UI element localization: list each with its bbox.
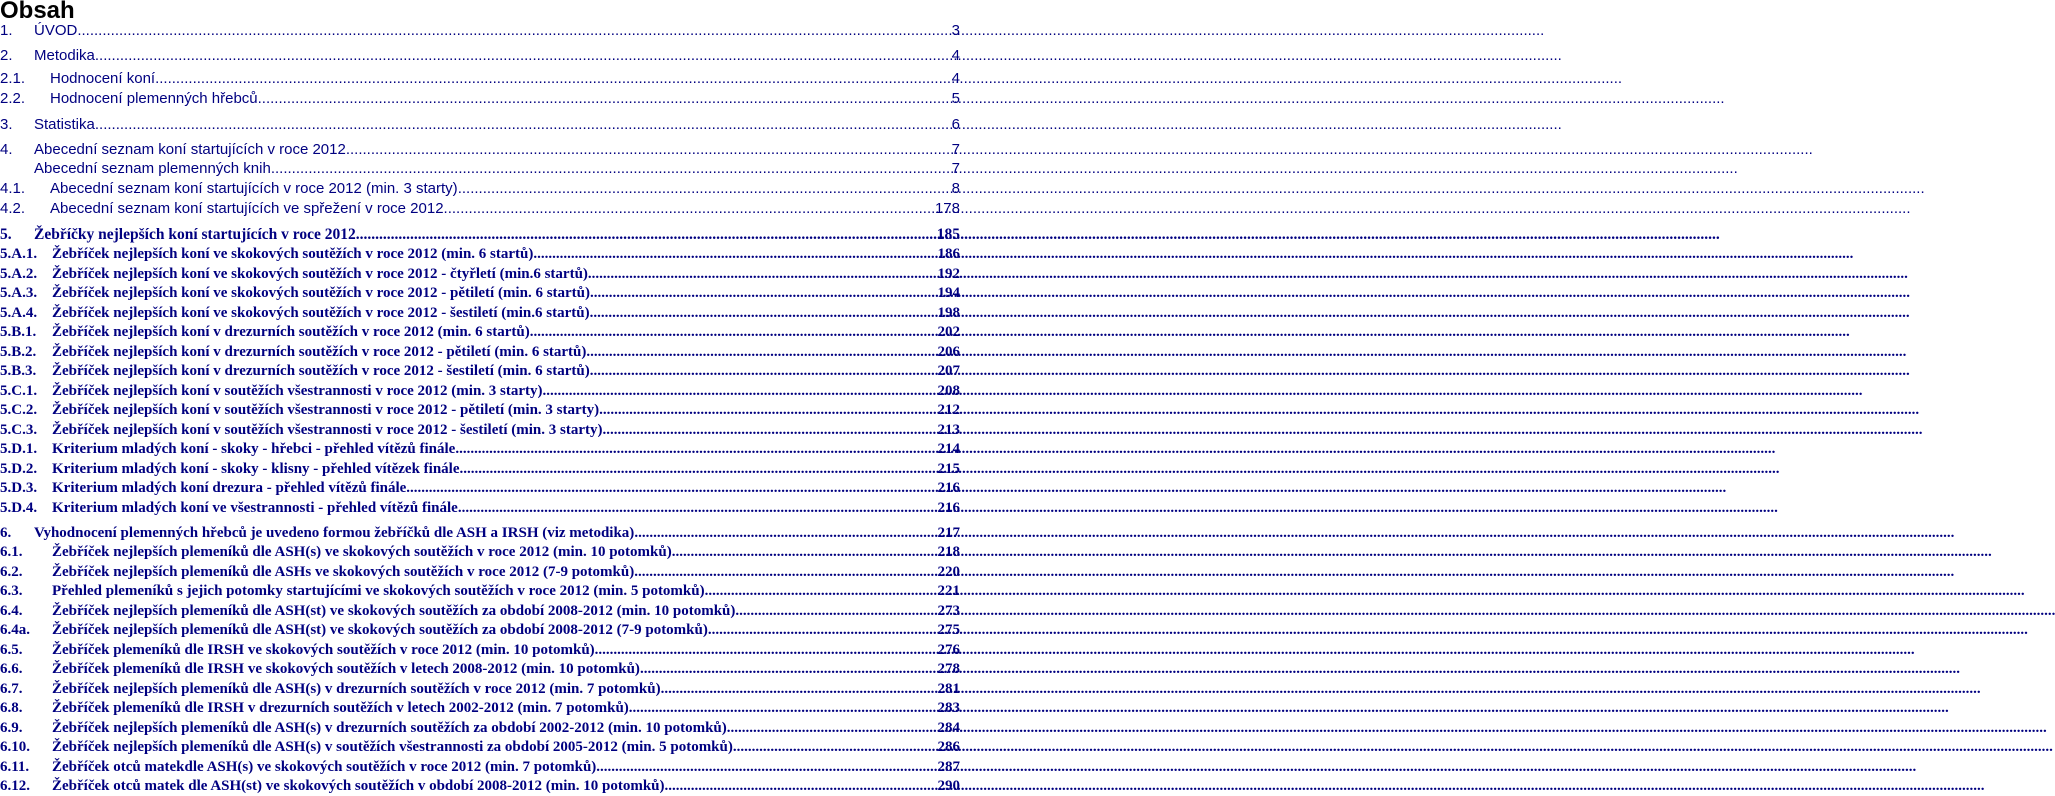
- toc-entry-page: 290: [937, 778, 960, 794]
- toc-entry[interactable]: [0, 400, 960, 420]
- toc-leader-dots: [271, 159, 952, 179]
- toc-entry-page: 213: [937, 422, 960, 438]
- toc-entry[interactable]: [0, 89, 960, 109]
- toc-entry[interactable]: [0, 601, 960, 621]
- toc-entry[interactable]: [0, 322, 960, 342]
- toc-leader-dots: [95, 115, 952, 135]
- toc-leader-dots: [155, 69, 952, 89]
- toc-entry-page: 215: [937, 461, 960, 477]
- toc-entry-number: 5.D.4.: [0, 500, 38, 516]
- toc-leader-dots: [590, 361, 938, 381]
- toc-page: [0, 0, 960, 794]
- toc-entry-title: Abecední seznam koní startujících v roce 2012 (min. 3 starty): [50, 180, 458, 197]
- toc-entry-number: 6.11.: [0, 759, 30, 775]
- toc-entry-number: 5.B.1.: [0, 324, 37, 340]
- toc-entry[interactable]: [0, 581, 960, 601]
- toc-entry-page: 207: [937, 363, 960, 379]
- toc-entry[interactable]: [0, 244, 960, 264]
- toc-entry[interactable]: [0, 21, 960, 41]
- toc-entry-number: 4.: [0, 141, 13, 158]
- toc-entry-number: 5.D.2.: [0, 461, 38, 477]
- toc-leader-dots: [634, 523, 937, 543]
- toc-entry-page: 202: [937, 324, 960, 340]
- toc-entry[interactable]: [0, 698, 960, 718]
- toc-entry[interactable]: [0, 718, 960, 738]
- toc-entry-title: Žebříček nejlepších plemeníků dle ASH(s) v drezurních soutěžích v roce 2012 (min. 7 potomků): [52, 681, 661, 697]
- toc-entry-number: 5.: [0, 226, 12, 243]
- toc-entry[interactable]: [0, 342, 960, 362]
- toc-leader-dots: [455, 439, 937, 459]
- toc-leader-dots: [586, 342, 937, 362]
- toc-entry-title: Vyhodnocení plemenných hřebců je uvedeno formou žebříčků dle ASH a IRSH (viz metodika): [34, 525, 635, 541]
- toc-entry-page: 212: [937, 402, 960, 418]
- toc-leader-dots: [595, 640, 938, 660]
- toc-entry-title: Žebříček nejlepších koní v soutěžích všestrannosti v roce 2012 (min. 3 starty): [52, 383, 543, 399]
- toc-entry-number: 6.3.: [0, 583, 23, 599]
- toc-entry-title: Abecední seznam koní startujících ve spřežení v roce 2012: [50, 200, 444, 217]
- toc-entry[interactable]: [0, 679, 960, 699]
- toc-entry-page: 206: [937, 344, 960, 360]
- toc-entry[interactable]: [0, 439, 960, 459]
- toc-leader-dots: [95, 46, 952, 66]
- toc-entry-page: 218: [937, 544, 960, 560]
- toc-leader-dots: [603, 420, 938, 440]
- toc-entry-page: 3: [951, 22, 960, 39]
- toc-leader-dots: [733, 737, 938, 757]
- toc-entry[interactable]: [0, 283, 960, 303]
- toc-entry-number: 6.12.: [0, 778, 30, 794]
- toc-entry[interactable]: [0, 420, 960, 440]
- toc-leader-dots: [629, 698, 938, 718]
- toc-entry[interactable]: [0, 303, 960, 323]
- toc-leader-dots: [708, 620, 938, 640]
- toc-entry-page: 198: [937, 305, 960, 321]
- toc-entry-page: 5: [951, 90, 960, 107]
- toc-entry-page: 8: [951, 180, 960, 197]
- toc-leader-dots: [640, 659, 938, 679]
- toc-entry[interactable]: [0, 140, 960, 160]
- toc-entry-number: 6.9.: [0, 720, 23, 736]
- toc-entry[interactable]: [0, 478, 960, 498]
- toc-entry-page: 273: [937, 603, 960, 619]
- toc-entry-number: 5.B.2.: [0, 344, 37, 360]
- toc-entry-title: Žebříček nejlepších koní v drezurních soutěžích v roce 2012 (min. 6 startů): [52, 324, 530, 340]
- toc-entry-number: 5.C.2.: [0, 402, 38, 418]
- toc-entry-title: ÚVOD: [34, 22, 78, 39]
- toc-entry-number: 4.2.: [0, 200, 26, 217]
- toc-entry-title: Abecední seznam plemenných knih: [34, 160, 271, 177]
- toc-leader-dots: [661, 679, 938, 699]
- toc-leader-dots: [705, 581, 938, 601]
- toc-entry-title: Kriterium mladých koní - skoky - hřebci - přehled vítězů finále: [52, 441, 456, 457]
- toc-entry[interactable]: [0, 115, 960, 135]
- toc-leader-dots: [634, 562, 937, 582]
- toc-leader-dots: [530, 322, 938, 342]
- toc-entry-number: 2.1.: [0, 70, 26, 87]
- toc-entry-title: Žebříček nejlepších koní v soutěžích všestrannosti v roce 2012 - pětiletí (min. 3 starty): [52, 402, 600, 418]
- toc-entry[interactable]: [0, 776, 960, 796]
- toc-entry-number: 6.1.: [0, 544, 23, 560]
- toc-entry-title: Metodika: [34, 47, 95, 64]
- toc-entry[interactable]: [0, 523, 960, 543]
- toc-entry-number: 6.6.: [0, 661, 23, 677]
- toc-entry[interactable]: [0, 757, 960, 777]
- toc-entry-page: 178: [934, 200, 960, 217]
- toc-entry-number: 6.4.: [0, 603, 23, 619]
- toc-leader-dots: [533, 244, 937, 264]
- toc-entry-number: 6.4a.: [0, 622, 30, 638]
- toc-entry-title: Žebříček otců matek dle ASH(st) ve skokových soutěžích v období 2008-2012 (min. 10 potomků): [52, 778, 665, 794]
- toc-entry-title: Kriterium mladých koní drezura - přehled vítězů finále: [52, 480, 407, 496]
- toc-entry-number: 2.: [0, 47, 13, 64]
- toc-entry-number: 3.: [0, 116, 13, 133]
- toc-entry-page: 283: [937, 700, 960, 716]
- toc-entry-title: Kriterium mladých koní ve všestrannosti - přehled vítězů finále: [52, 500, 458, 516]
- toc-entry-page: 4: [951, 47, 960, 64]
- toc-entry-page: 216: [937, 480, 960, 496]
- toc-entry[interactable]: [0, 562, 960, 582]
- toc-entry-title: Žebříček nejlepších koní v soutěžích všestrannosti v roce 2012 - šestiletí (min. 3 starty): [52, 422, 603, 438]
- toc-entry-page: 7: [951, 160, 960, 177]
- toc-leader-dots: [444, 199, 935, 219]
- toc-entry-page: 278: [937, 661, 960, 677]
- toc-leader-dots: [346, 140, 952, 160]
- toc-entry-title: Žebříček nejlepších koní ve skokových soutěžích v roce 2012 (min. 6 startů): [52, 246, 534, 262]
- toc-entry-page: 276: [937, 642, 960, 658]
- toc-entry-page: 281: [937, 681, 960, 697]
- toc-entry[interactable]: [0, 264, 960, 284]
- toc-leader-dots: [672, 542, 938, 562]
- toc-entry[interactable]: [0, 459, 960, 479]
- toc-entry-page: 192: [937, 266, 960, 282]
- toc-leader-dots: [543, 381, 938, 401]
- toc-entry-number: 5.C.3.: [0, 422, 38, 438]
- toc-leader-dots: [406, 478, 937, 498]
- toc-entry-number: 4.1.: [0, 180, 26, 197]
- toc-entry-title: Statistika: [34, 116, 95, 133]
- toc-entry[interactable]: [0, 179, 960, 199]
- toc-entry-title: Žebříček plemeníků dle IRSH ve skokových soutěžích v roce 2012 (min. 10 potomků): [52, 642, 595, 658]
- toc-leader-dots: [458, 498, 938, 518]
- toc-entry-number: 5.D.1.: [0, 441, 38, 457]
- toc-entry[interactable]: [0, 159, 960, 179]
- toc-entry-page: 194: [937, 285, 960, 301]
- toc-entry-page: 286: [937, 739, 960, 755]
- toc-entry[interactable]: [0, 542, 960, 562]
- toc-leader-dots: [77, 21, 951, 41]
- toc-entry-title: Žebříček nejlepších plemeníků dle ASH(st) ve skokových soutěžích za období 2008-2012 (min. 10 potomků): [52, 603, 736, 619]
- toc-entry-title: Hodnocení plemenných hřebců: [50, 90, 258, 107]
- toc-entry-title: Žebříček plemeníků dle IRSH v drezurních soutěžích v letech 2002-2012 (min. 7 potomků): [52, 700, 629, 716]
- toc-entry-page: 186: [937, 246, 960, 262]
- toc-entry[interactable]: [0, 498, 960, 518]
- toc-entry-page: 214: [937, 441, 960, 457]
- toc-entry-page: 6: [951, 116, 960, 133]
- toc-entry-page: 216: [937, 500, 960, 516]
- toc-entry[interactable]: [0, 361, 960, 381]
- toc-entry-number: 6.: [0, 525, 12, 541]
- toc-entry-title: Žebříček nejlepších plemeníků dle ASH(s) ve skokových soutěžích v roce 2012 (min. 10 potomků): [52, 544, 672, 560]
- toc-leader-dots: [735, 601, 937, 621]
- toc-entry[interactable]: [0, 381, 960, 401]
- toc-entry-number: 5.C.1.: [0, 383, 38, 399]
- toc-entry-page: 7: [951, 141, 960, 158]
- toc-entry-page: 208: [937, 383, 960, 399]
- toc-entry[interactable]: [0, 640, 960, 660]
- toc-leader-dots: [356, 225, 937, 245]
- toc-entry-number: 2.2.: [0, 90, 26, 107]
- toc-entry-page: 185: [936, 226, 960, 243]
- toc-leader-dots: [590, 283, 937, 303]
- toc-entry-number: 5.A.4.: [0, 305, 38, 321]
- toc-entry-page: 275: [937, 622, 960, 638]
- toc-entry-page: 217: [937, 525, 960, 541]
- toc-entry-title: Žebříček nejlepších plemeníků dle ASH(s) v drezurních soutěžích za období 2002-2012 (min. 10 potomků): [52, 720, 727, 736]
- toc-entry-number: 5.B.3.: [0, 363, 37, 379]
- toc-entry-page: 284: [937, 720, 960, 736]
- toc-entry[interactable]: [0, 199, 960, 219]
- toc-entry-title: Žebříček nejlepších koní ve skokových soutěžích v roce 2012 - pětiletí (min. 6 startů): [52, 285, 591, 301]
- toc-entry-title: Žebříček nejlepších koní ve skokových soutěžích v roce 2012 - čtyřletí (min.6 startů): [52, 266, 588, 282]
- toc-entry-title: Žebříček otců matekdle ASH(s) ve skokových soutěžích v roce 2012 (min. 7 potomků): [52, 759, 597, 775]
- toc-entry-number: 1.: [0, 22, 13, 39]
- toc-leader-dots: [596, 757, 937, 777]
- toc-entry[interactable]: [0, 46, 960, 66]
- toc-entry-number: 6.7.: [0, 681, 23, 697]
- toc-entry-page: 221: [937, 583, 960, 599]
- toc-entry-number: 6.10.: [0, 739, 30, 755]
- toc-entry-number: 5.D.3.: [0, 480, 38, 496]
- toc-entry[interactable]: [0, 659, 960, 679]
- toc-entry-title: Žebříček nejlepších plemeníků dle ASH(st) ve skokových soutěžích za období 2008-2012 (7-9 potomků): [52, 622, 708, 638]
- toc-entry-number: 6.2.: [0, 564, 23, 580]
- toc-entry-title: Žebříček nejlepších koní v drezurních soutěžích v roce 2012 - šestiletí (min. 6 startů): [52, 363, 590, 379]
- toc-entry-number: 5.A.2.: [0, 266, 38, 282]
- toc-leader-dots: [727, 718, 938, 738]
- toc-entry-title: Žebříček nejlepších koní v drezurních soutěžích v roce 2012 - pětiletí (min. 6 startů): [52, 344, 587, 360]
- toc-entry[interactable]: [0, 737, 960, 757]
- toc-leader-dots: [588, 264, 938, 284]
- toc-entry-title: Žebříček plemeníků dle IRSH ve skokových soutěžích v letech 2008-2012 (min. 10 potomků): [52, 661, 640, 677]
- toc-entry-page: 220: [937, 564, 960, 580]
- toc-entry-number: 5.A.1.: [0, 246, 38, 262]
- toc-leader-dots: [460, 459, 938, 479]
- toc-entry[interactable]: [0, 620, 960, 640]
- toc-entry-title: Žebříčky nejlepších koní startujících v roce 2012: [34, 226, 356, 243]
- toc-leader-dots: [590, 303, 938, 323]
- toc-entry-title: Žebříček nejlepších plemeníků dle ASHs ve skokových soutěžích v roce 2012 (7-9 potomků): [52, 564, 635, 580]
- toc-leader-dots: [599, 400, 937, 420]
- toc-entry[interactable]: [0, 225, 960, 245]
- toc-entry-title: Kriterium mladých koní - skoky - klisny - přehled vítězek finále: [52, 461, 460, 477]
- toc-leader-dots: [258, 89, 952, 109]
- toc-entry-page: 287: [937, 759, 960, 775]
- toc-entry-title: Hodnocení koní: [50, 70, 156, 87]
- toc-entry-number: 5.A.3.: [0, 285, 38, 301]
- page-title: Obsah: [0, 0, 75, 24]
- toc-leader-dots: [665, 776, 938, 796]
- toc-entry-page: 4: [951, 70, 960, 87]
- toc-leader-dots: [458, 179, 952, 199]
- toc-entry[interactable]: [0, 69, 960, 89]
- toc-entry-number: 6.8.: [0, 700, 23, 716]
- toc-entry-title: Přehled plemeníků s jejich potomky startujícími ve skokových soutěžích v roce 2012 (min. 5 potomků): [52, 583, 705, 599]
- toc-entry-title: Žebříček nejlepších koní ve skokových soutěžích v roce 2012 - šestiletí (min.6 startů): [52, 305, 590, 321]
- toc-entry-title: Abecední seznam koní startujících v roce 2012: [34, 141, 346, 158]
- toc-entry-title: Žebříček nejlepších plemeníků dle ASH(s) v soutěžích všestrannosti za období 2005-2012 (min. 5 potomků): [52, 739, 733, 755]
- toc-entry-number: 6.5.: [0, 642, 23, 658]
